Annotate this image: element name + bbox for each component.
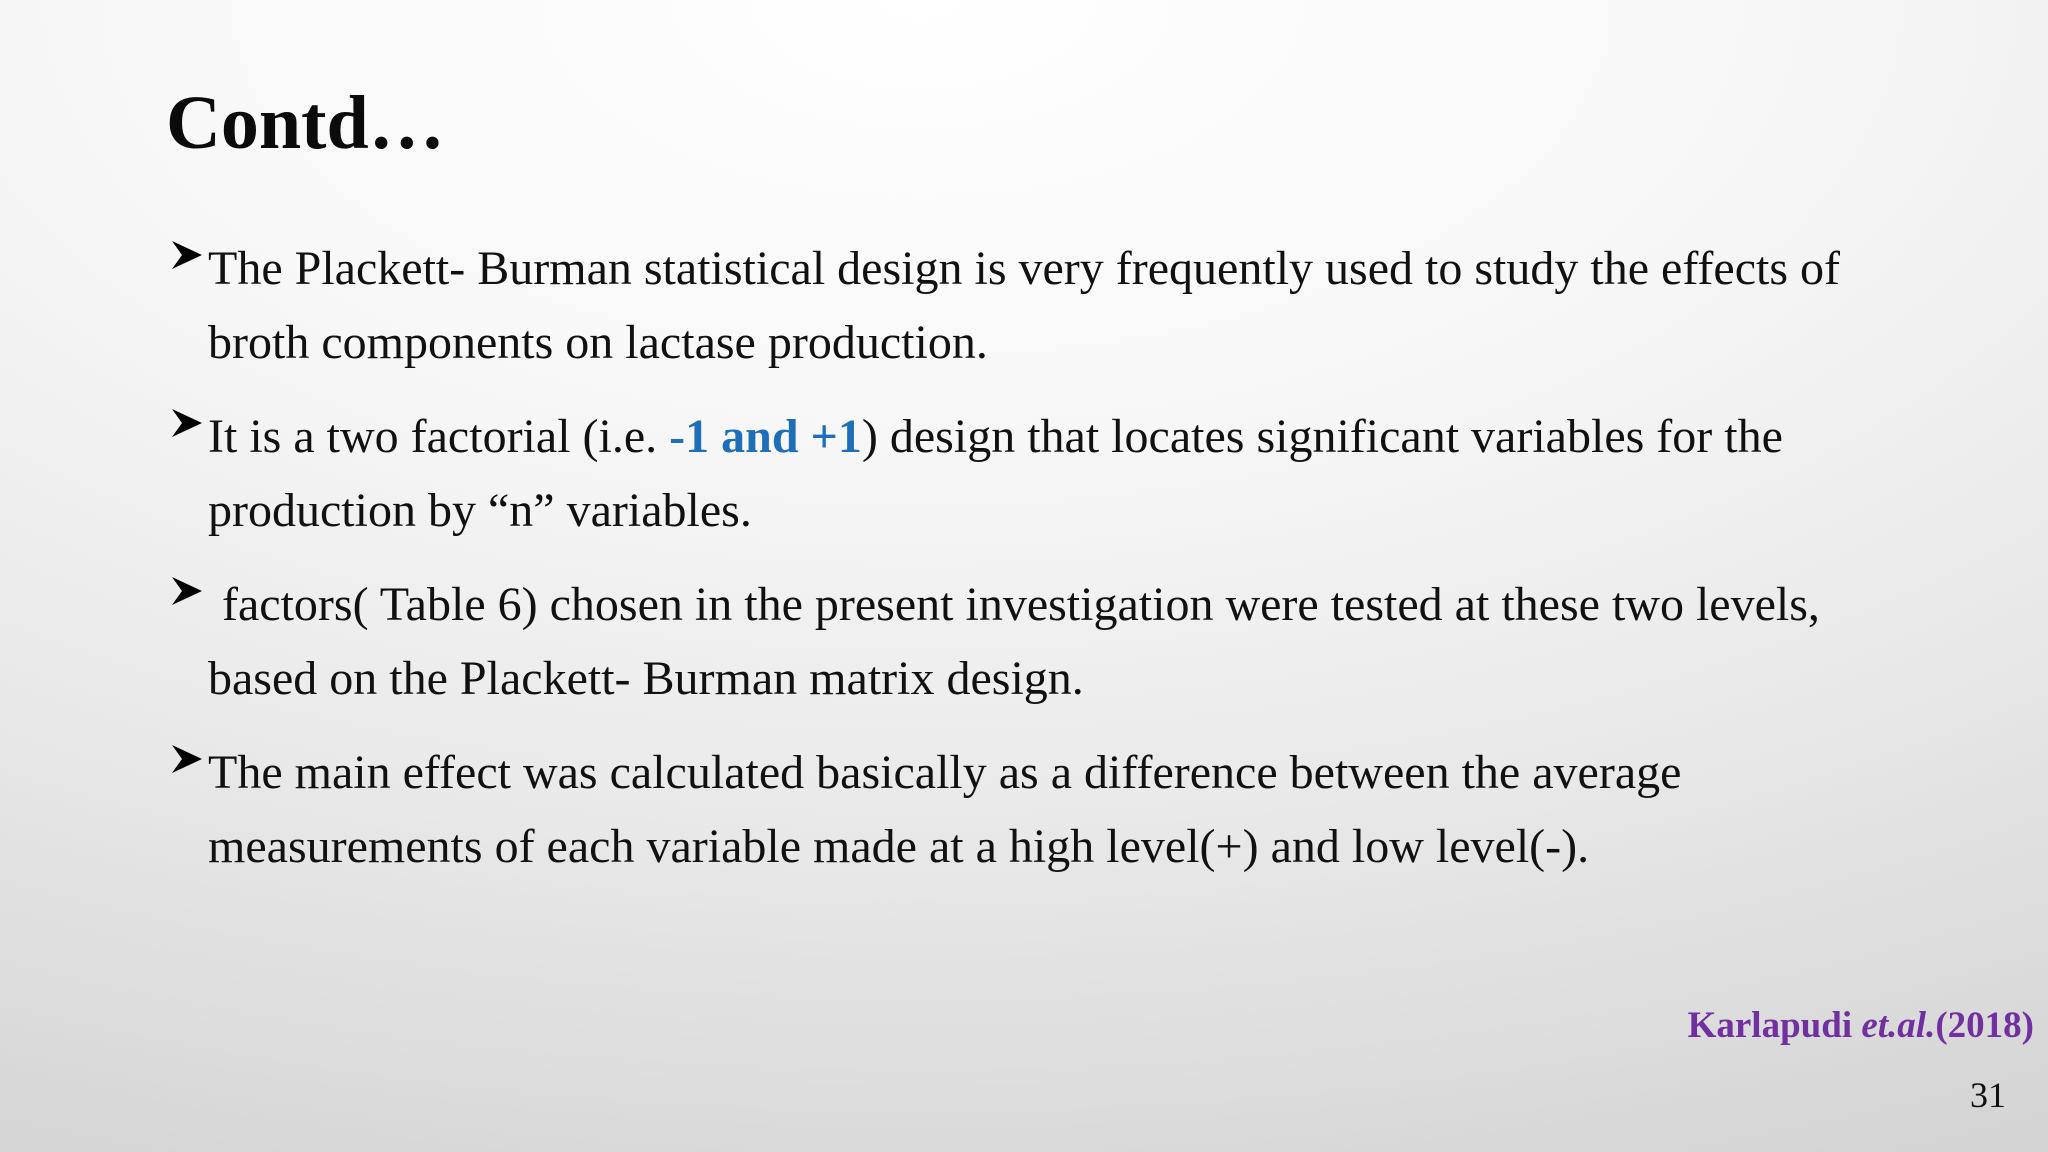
bullet-list: [168, 232, 1888, 904]
bullet-text: factors( Table 6) chosen in the present investigation were tested at these two levels, based on the Plackett- Burman matrix design.: [208, 578, 1820, 705]
citation: [1688, 1004, 2034, 1047]
citation-author: Karlapudi: [1687, 1005, 1862, 1046]
arrowhead-bullet-icon: [168, 736, 208, 810]
slide-title: Contd…: [166, 81, 445, 165]
citation-etal: et.al.: [1861, 1005, 1936, 1046]
highlighted-range-text: -1 and +1: [669, 410, 862, 463]
bullet-item: [168, 232, 1888, 380]
bullet-text-continued: ) design that locates significant variables for the production by “n” variables.: [208, 410, 1783, 537]
bullet-text: The main effect was calculated basically as a difference between the average measurements of each variable made at a high level(+) and low level(-).: [208, 746, 1682, 873]
arrowhead-bullet-icon: [168, 568, 208, 642]
bullet-item: [168, 736, 1888, 884]
page-number: 31: [1970, 1075, 2006, 1115]
bullet-text: It is a two factorial (i.e.: [208, 410, 670, 463]
bullet-item: [168, 400, 1888, 548]
arrowhead-bullet-icon: [168, 400, 208, 474]
bullet-text: The Plackett- Burman statistical design is very frequently used to study the effects of broth components on lactase production.: [208, 242, 1841, 369]
citation-year: (2018): [1935, 1005, 2034, 1046]
arrowhead-bullet-icon: [168, 232, 208, 306]
bullet-item: [168, 568, 1888, 716]
